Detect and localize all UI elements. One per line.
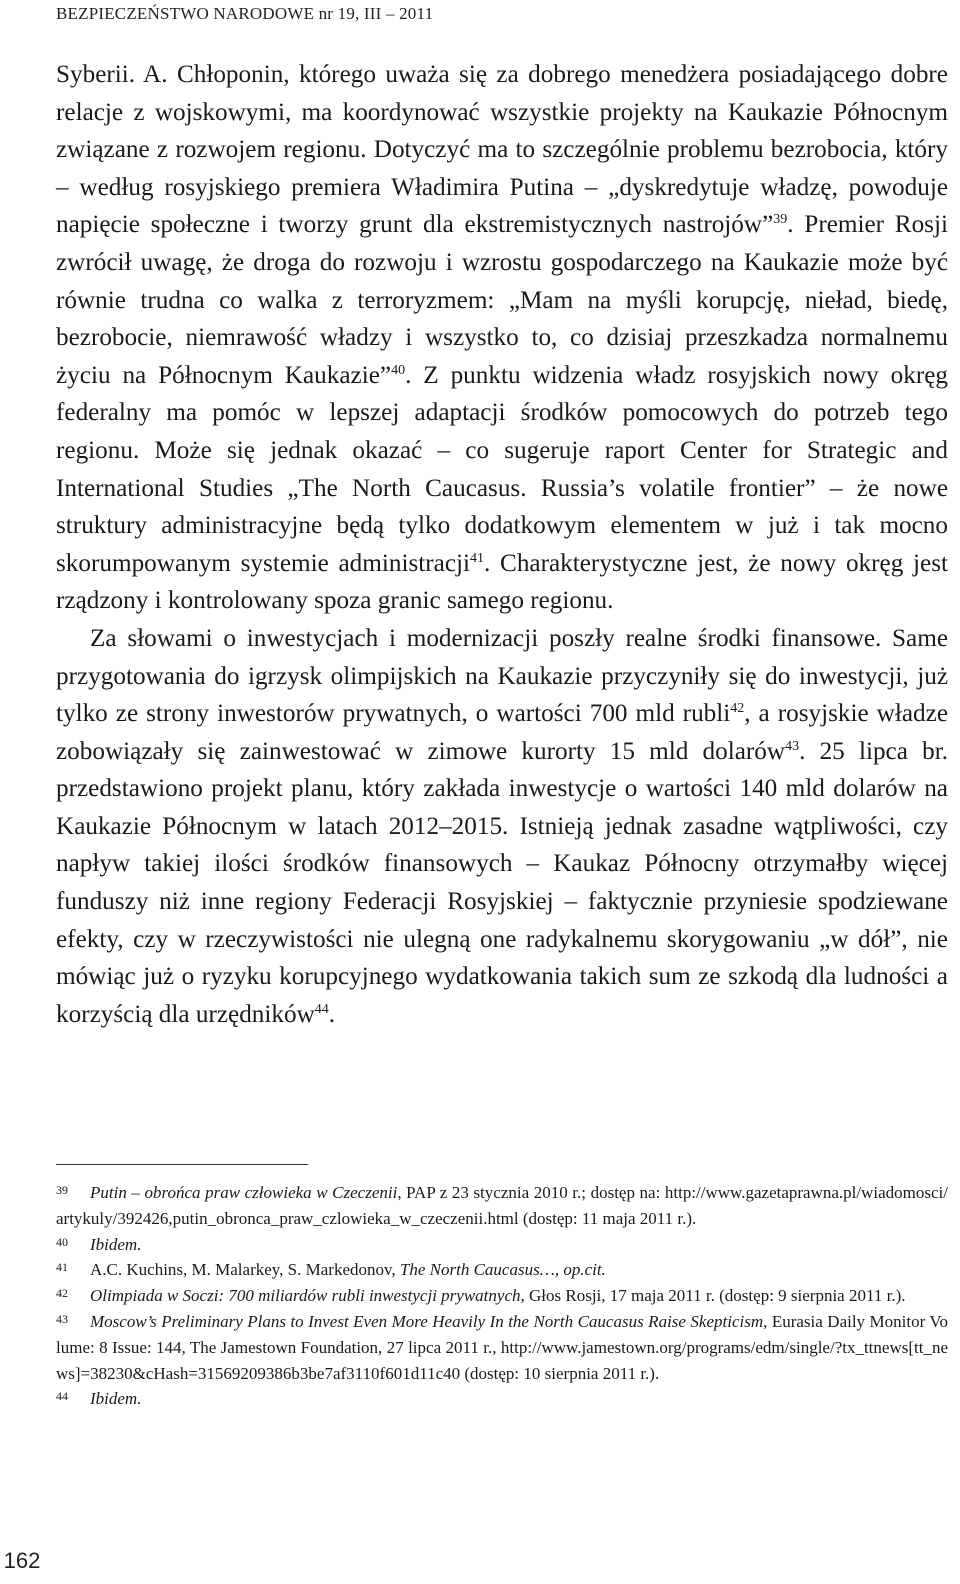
footnote-ref-43[interactable]: 43 <box>785 738 800 754</box>
footnote-text: , PAP z 23 stycznia 2010 r.; dostęp na: http://www.gazetaprawna.pl/wiadomosci/artykuly/392426,putin_obronca_praw_czlowieka_w_czeczenii.html (dostęp: 11 maja 2011 r.). <box>56 1183 948 1228</box>
footnote-text: , Eurasia Daily Monitor Volume: 8 Issue: 144, The Jamestown Foundation, 27 lipca 2011 r., http://www.jamestown.org/programs/edm/single/?tx_ttnews[tt_news]=38230&cHash=31569209386b3be7af3110f601d11c40 (dostęp: 10 sierpnia 2011 r.). <box>56 1311 948 1383</box>
footnote-ref-44[interactable]: 44 <box>314 1001 329 1017</box>
footnote-text: , Głos Rosji, 17 maja 2011 r. (dostęp: 9 sierpnia 2011 r.). <box>520 1286 906 1306</box>
footnote-title: Putin – obrońca praw człowieka w Czeczenii <box>90 1183 398 1202</box>
footnote-title: Ibidem. <box>90 1234 142 1254</box>
paragraph-1 <box>56 56 948 620</box>
footnote-43: 43 Moscow’s Preliminary Plans to Invest Even More Heavily In the North Caucasus Raise Skepticism, Eurasia Daily Monitor Volume: 8 Issue: 144, The Jamestown Foundation, 27 lipca 2011 r., http://www.jamestown.org/programs/edm/single/?tx_ttnews[tt_news]=38230&cHash=31569209386b3be7af3110f601d11c40 (dostęp: 10 sierpnia 2011 r.). <box>56 1311 948 1383</box>
footnote-ref-40[interactable]: 40 <box>391 362 406 378</box>
main-text <box>56 56 948 1033</box>
footnote-ref-42[interactable]: 42 <box>730 701 745 717</box>
footnote-ref-39[interactable]: 39 <box>773 212 788 228</box>
footnote-separator <box>56 1164 308 1165</box>
footnote-title: The North Caucasus…, op.cit. <box>399 1260 606 1280</box>
footnotes <box>56 1180 948 1412</box>
paragraph-text: . 25 lipca br. przedstawiono projekt planu, który zakłada inwestycje o wartości 140 mld dolarów na Kaukazie Północnym w latach 2012–2015. Istnieją jednak zasadne wątpliwości, czy napływ takiej ilości środków finansowych – Kaukaz Północny otrzymałby więcej funduszy niż inne regiony Federacji Rosyjskiej – faktycznie przyniesie spodziewane efekty, czy w rzeczywistości nie ulegną one radykalnemu skorygowaniu „w dół”, nie mówiąc już o ryzyku korupcyjnego wydatkowania takich sum ze szkodą dla ludności a korzyścią dla urzędników <box>56 737 948 1028</box>
paragraph-text: . <box>328 1000 336 1028</box>
footnote-title: Olimpiada w Soczi: 700 miliardów rubli inwestycji prywatnych <box>90 1286 521 1306</box>
footnote-title: Ibidem. <box>90 1389 142 1409</box>
paragraph-text: . Premier Rosji zwrócił uwagę, że droga do rozwoju i wzrostu gospodarczego na Kaukazie może być równie trudna co walka z terroryzmem: „Mam na myśli korupcję, nieład, biedę, bezrobocie, niemrawość władzy i wszystko to, co dzisiaj przeszkadza normalnemu życiu na Północnym Kaukazie” <box>56 211 948 389</box>
paragraph-text: . Z punktu widzenia władz rosyjskich nowy okręg federalny ma pomóc w lepszej adaptacji środków pomocowych do potrzeb tego regionu. Może się jednak okazać – co sugeruje raport Center for Strategic and International Studies „The North Caucasus. Russia’s volatile frontier” – że nowe struktury administracyjne będą tylko dodatkowym elementem w już i tak mocno skorumpowanym systemie administracji <box>56 361 949 577</box>
paragraph-text: Syberii. A. Chłoponin, którego uważa się za dobrego menedżera posiadającego dobre relacje z wojskowymi, ma koordynować wszystkie projekty na Kaukazie Północnym związane z rozwojem regionu. Dotyczyć ma to szczególnie problemu bezrobocia, który – według rosyjskiego premiera Władimira Putina – „dyskredytuje władzę, powoduje napięcie społeczne i tworzy grunt dla ekstremistycznych nastrojów” <box>56 61 948 239</box>
footnote-41: 41 A.C. Kuchins, M. Malarkey, S. Markedonov, The North Caucasus…, op.cit. <box>56 1260 606 1280</box>
paragraph-text: Za słowami o inwestycjach i modernizacji poszły realne środki finansowe. Same przygotowania do igrzysk olimpijskich na Kaukazie przyczyniły się do inwestycji, już tylko ze strony inwestorów prywatnych, o wartości 700 mld rubli <box>56 624 948 728</box>
footnote-text: A.C. Kuchins, M. Malarkey, S. Markedonov, <box>90 1260 400 1280</box>
paragraph-2 <box>56 620 948 1034</box>
footnote-title: Moscow’s Preliminary Plans to Invest Even More Heavily In the North Caucasus Raise Skepticism <box>90 1311 764 1331</box>
footnote-44: 44 Ibidem. <box>56 1389 142 1409</box>
footnote-ref-41[interactable]: 41 <box>470 550 484 566</box>
page-number: 162 <box>3 1548 41 1573</box>
footnote-42: 42 Olimpiada w Soczi: 700 miliardów rubli inwestycji prywatnych, Głos Rosji, 17 maja 2011 r. (dostęp: 9 sierpnia 2011 r.). <box>56 1286 906 1306</box>
footnote-39: 39 Putin – obrońca praw człowieka w Czeczenii, PAP z 23 stycznia 2010 r.; dostęp na: http://www.gazetaprawna.pl/wiadomosci/artykuly/392426,putin_obronca_praw_czlowieka_w_czeczenii.html (dostęp: 11 maja 2011 r.). <box>56 1183 948 1228</box>
running-header: BEZPIECZEŃSTWO NARODOWE nr 19, III – 2011 <box>56 4 434 23</box>
footnote-40: 40 Ibidem. <box>56 1234 142 1254</box>
paragraph-text: , a rosyjskie władze zobowiązały się zainwestować w zimowe kurorty 15 mld dolarów <box>56 700 948 765</box>
paragraph-text: . Charakterystyczne jest, że nowy okręg jest rządzony i kontrolowany spoza granic samego regionu. <box>56 549 948 615</box>
